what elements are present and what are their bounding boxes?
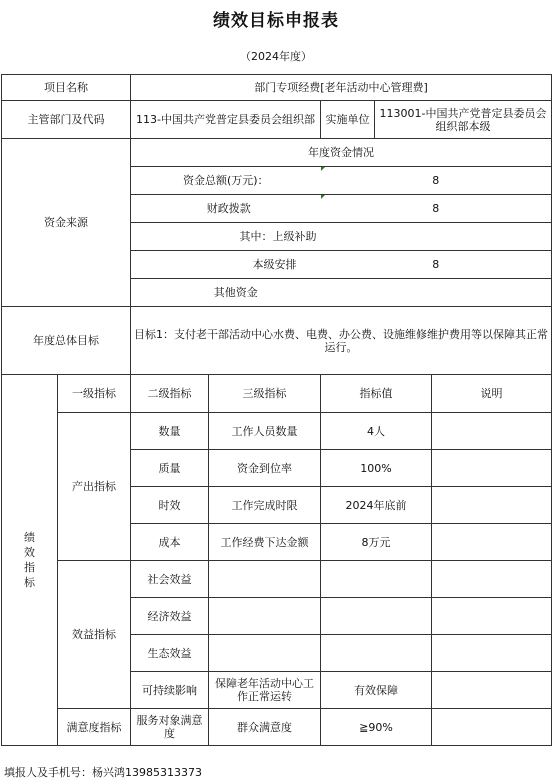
level2-cell: 可持续影响 — [131, 672, 209, 709]
note-cell — [432, 709, 552, 746]
project-row — [2, 75, 552, 101]
cell-marker-icon — [321, 195, 325, 199]
output-indicator-label: 产出指标 — [58, 413, 131, 561]
funds-header: 年度资金情况 — [131, 139, 552, 167]
level3-cell — [209, 635, 321, 672]
level2-cell: 服务对象满意度 — [131, 709, 209, 746]
funds-local-value: 8 — [321, 251, 552, 279]
level2-cell: 质量 — [131, 450, 209, 487]
note-cell — [432, 524, 552, 561]
funds-source-label: 资金来源 — [2, 139, 131, 307]
level3-cell: 工作经费下达金额 — [209, 524, 321, 561]
header-level2: 二级指标 — [131, 375, 209, 413]
level3-cell: 资金到位率 — [209, 450, 321, 487]
reporter-contact: 填报人及手机号：杨兴鸿13985313373 — [4, 766, 202, 779]
annual-goal-label: 年度总体目标 — [2, 307, 131, 375]
value-cell: 有效保障 — [321, 672, 432, 709]
table-row — [2, 561, 552, 598]
funds-other-value — [321, 279, 552, 307]
note-cell — [432, 450, 552, 487]
funds-total-value — [321, 167, 552, 195]
value-cell — [321, 598, 432, 635]
note-cell — [432, 635, 552, 672]
level2-cell: 经济效益 — [131, 598, 209, 635]
table-row — [2, 413, 552, 450]
performance-indicator-label — [2, 375, 58, 746]
form-year: （2024年度） — [240, 50, 312, 63]
value-cell: 2024年底前 — [321, 487, 432, 524]
indicator-header-row — [2, 375, 552, 413]
level3-cell: 保障老年活动中心工作正常运转 — [209, 672, 321, 709]
cell-marker-icon — [321, 167, 325, 171]
project-label: 项目名称 — [2, 75, 131, 101]
implementing-unit-value: 113001-中国共产党普定县委员会组织部本级 — [375, 101, 552, 139]
department-value: 113-中国共产党普定县委员会组织部 — [131, 101, 321, 139]
level3-cell: 工作完成时限 — [209, 487, 321, 524]
funds-header-row — [2, 139, 552, 167]
level2-cell: 成本 — [131, 524, 209, 561]
value-cell — [321, 561, 432, 598]
note-cell — [432, 561, 552, 598]
value-cell — [321, 635, 432, 672]
department-label: 主管部门及代码 — [2, 101, 131, 139]
funds-fiscal-value — [321, 195, 552, 223]
value-cell: 8万元 — [321, 524, 432, 561]
funds-total-label: 资金总额(万元)： — [131, 167, 321, 195]
performance-indicator-text: 绩效指标 — [24, 531, 35, 589]
value-cell: 100% — [321, 450, 432, 487]
note-cell — [432, 598, 552, 635]
value-cell: 4人 — [321, 413, 432, 450]
funds-fiscal-label: 财政拨款 — [131, 195, 321, 223]
level2-cell: 时效 — [131, 487, 209, 524]
annual-goal-row — [2, 307, 552, 375]
table-row — [2, 709, 552, 746]
header-level3: 三级指标 — [209, 375, 321, 413]
benefit-indicator-label: 效益指标 — [58, 561, 131, 709]
level3-cell: 工作人员数量 — [209, 413, 321, 450]
header-value: 指标值 — [321, 375, 432, 413]
project-value: 部门专项经费[老年活动中心管理费] — [131, 75, 552, 101]
note-cell — [432, 487, 552, 524]
funds-other-label: 其他资金 — [131, 279, 321, 307]
funds-superior-label: 其中：上级补助 — [131, 223, 321, 251]
level2-cell: 数量 — [131, 413, 209, 450]
note-cell — [432, 413, 552, 450]
level2-cell: 社会效益 — [131, 561, 209, 598]
header-level1: 一级指标 — [58, 375, 131, 413]
level2-cell: 生态效益 — [131, 635, 209, 672]
satisfaction-indicator-label: 满意度指标 — [58, 709, 131, 746]
funds-total-amount: 8 — [432, 174, 440, 187]
funds-superior-value — [321, 223, 552, 251]
level3-cell — [209, 598, 321, 635]
level3-cell — [209, 561, 321, 598]
header-note: 说明 — [432, 375, 552, 413]
funds-local-label: 本级安排 — [131, 251, 321, 279]
funds-fiscal-amount: 8 — [432, 202, 440, 215]
level3-cell: 群众满意度 — [209, 709, 321, 746]
department-row — [2, 101, 552, 139]
form-title: 绩效目标申报表 — [213, 11, 339, 31]
performance-goal-table — [1, 74, 552, 746]
value-cell: ≧90% — [321, 709, 432, 746]
implementing-unit-label: 实施单位 — [321, 101, 375, 139]
note-cell — [432, 672, 552, 709]
annual-goal-text: 目标1：支付老干部活动中心水费、电费、办公费、设施维修维护费用等以保障其正常运行。 — [131, 307, 552, 375]
